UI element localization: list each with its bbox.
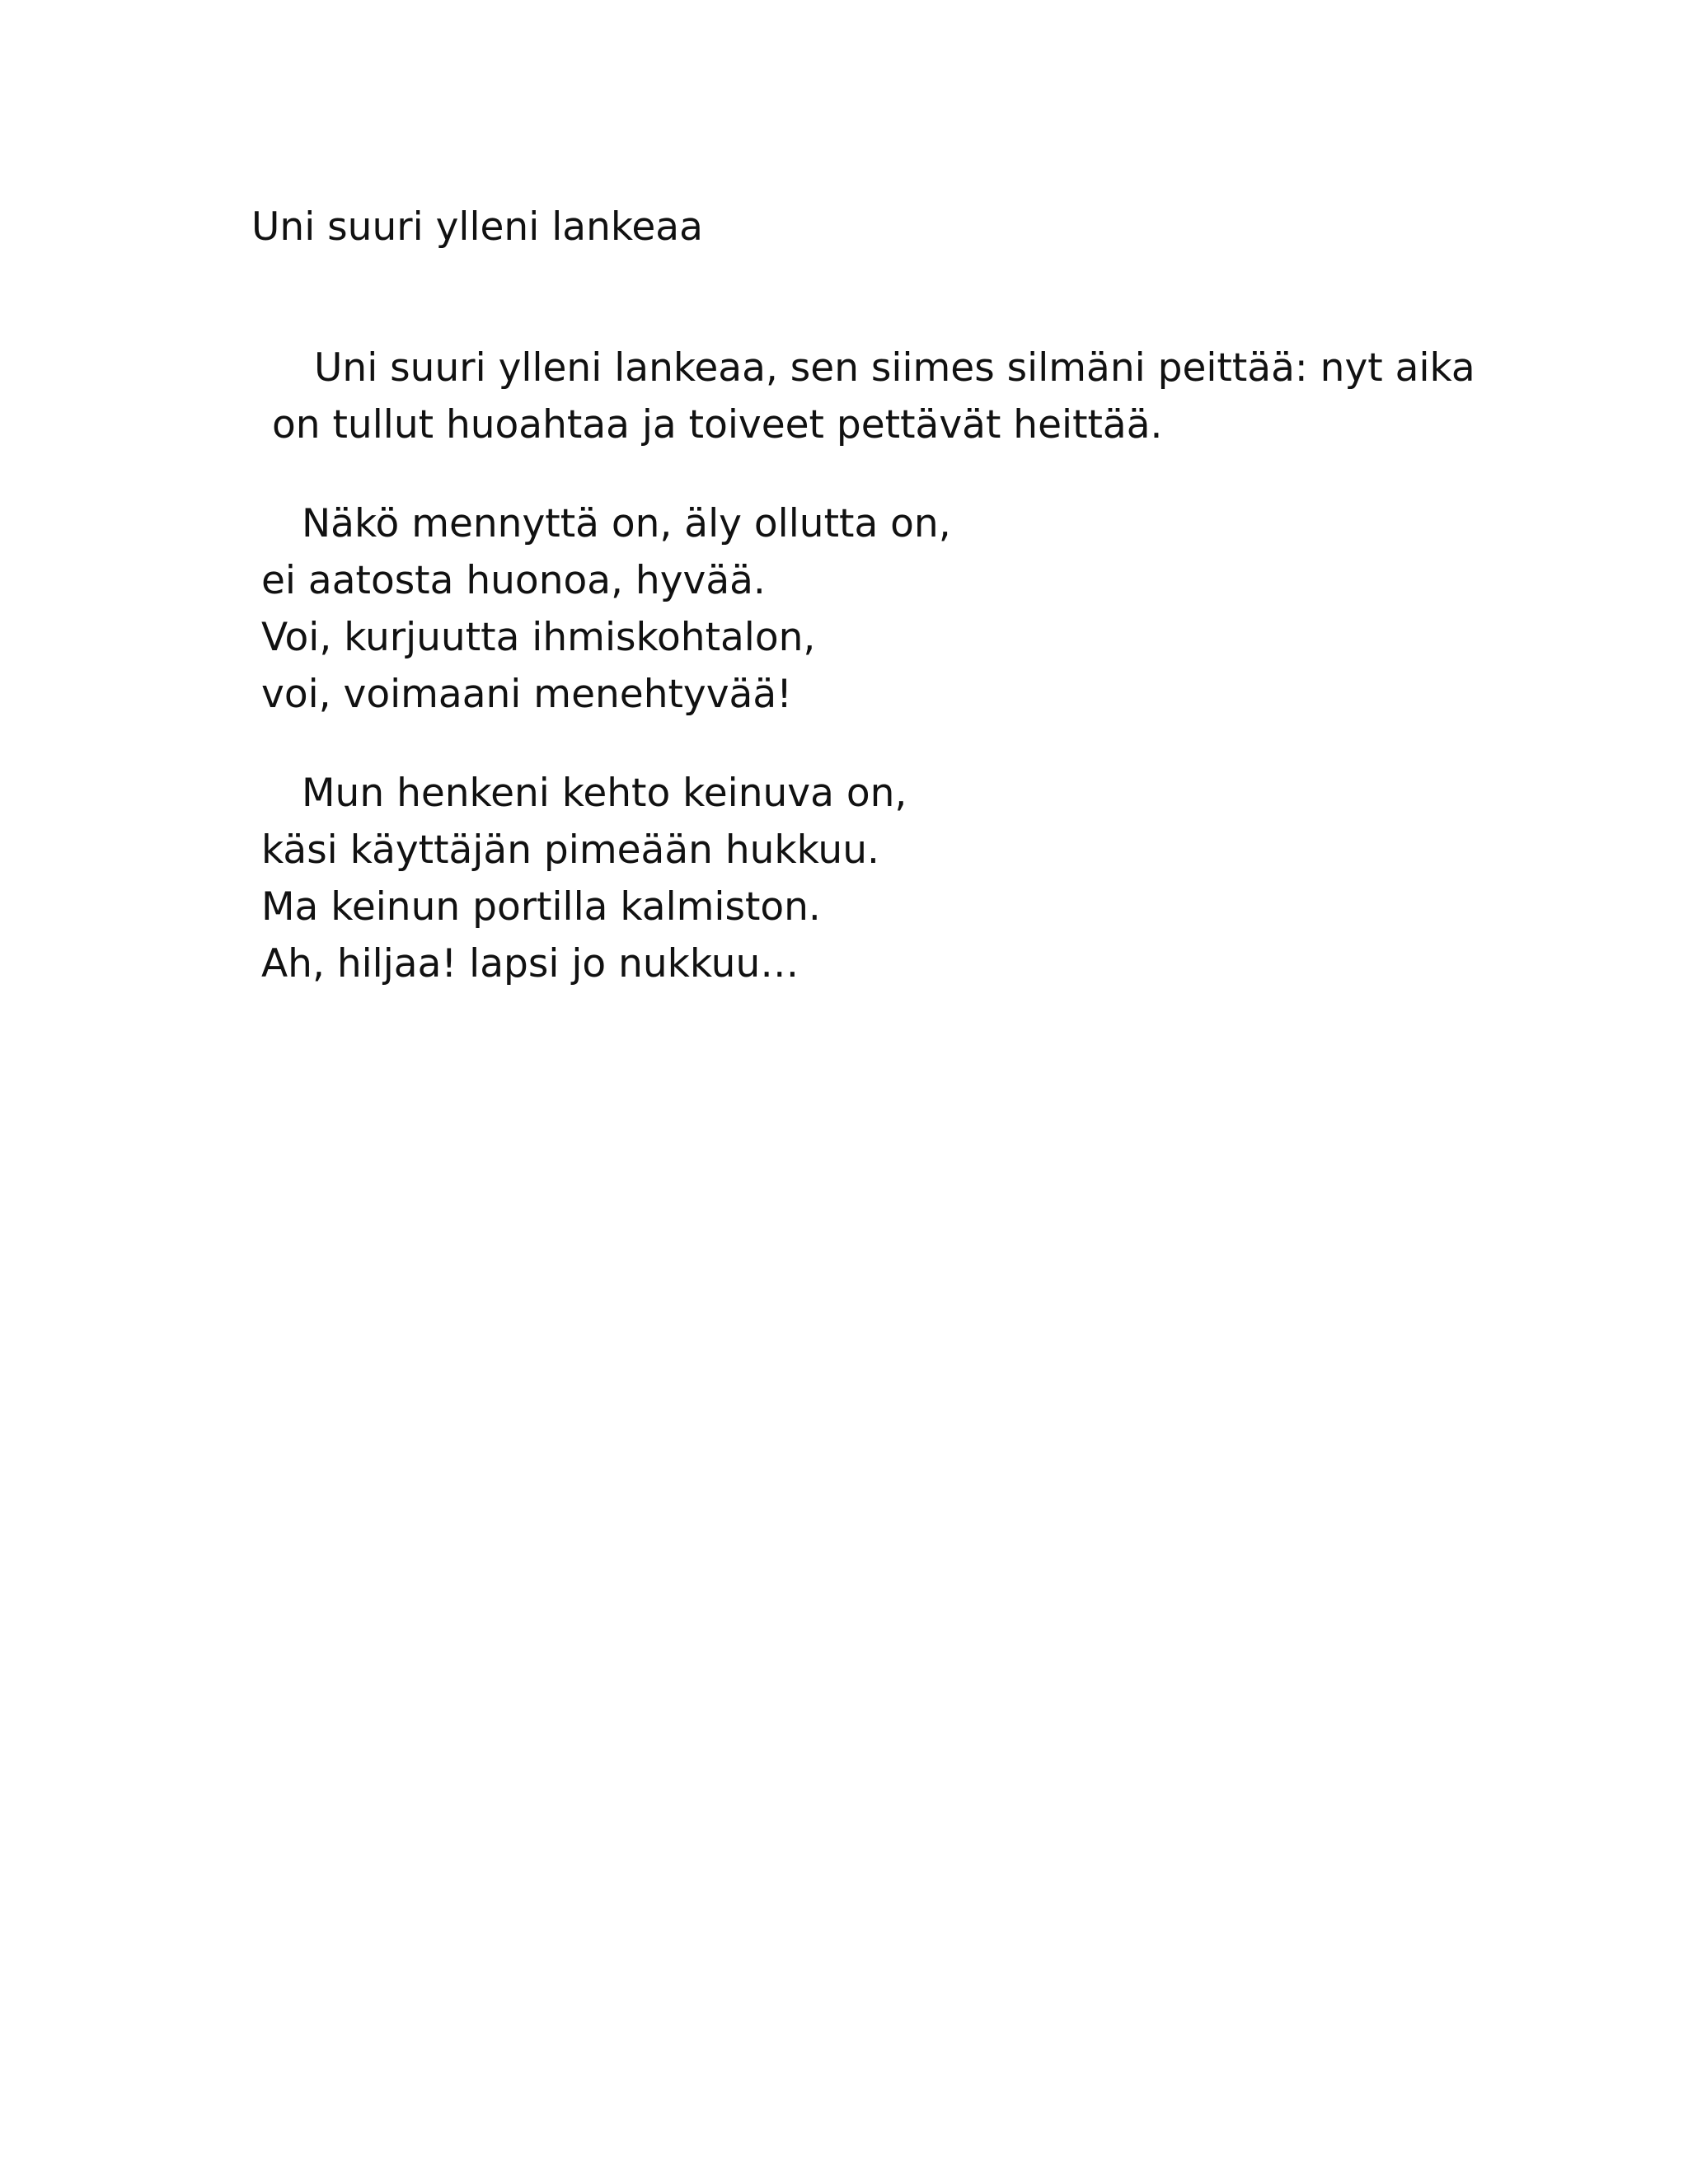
- poem-title: Uni suuri ylleni lankeaa: [251, 204, 703, 250]
- poem-line: Voi, kurjuutta ihmiskohtalon,: [261, 615, 816, 660]
- poem-line: on tullut huoahtaa ja toiveet pettävät heittää.: [272, 402, 1163, 448]
- poem-line: käsi käyttäjän pimeään hukkuu.: [261, 827, 879, 873]
- poem-line: Mun henkeni kehto keinuva on,: [302, 771, 907, 816]
- poem-line: Näkö mennyttä on, äly ollutta on,: [302, 501, 951, 546]
- poem-line: Ma keinun portilla kalmiston.: [261, 884, 821, 930]
- poem-line: voi, voimaani menehtyvää!: [261, 672, 793, 717]
- poem-line: Ah, hiljaa! lapsi jo nukkuu…: [261, 941, 799, 987]
- poem-line: Uni suuri ylleni lankeaa, sen siimes silmäni peittää: nyt aika: [314, 345, 1475, 391]
- poem-line: ei aatosta huonoa, hyvää.: [261, 558, 766, 603]
